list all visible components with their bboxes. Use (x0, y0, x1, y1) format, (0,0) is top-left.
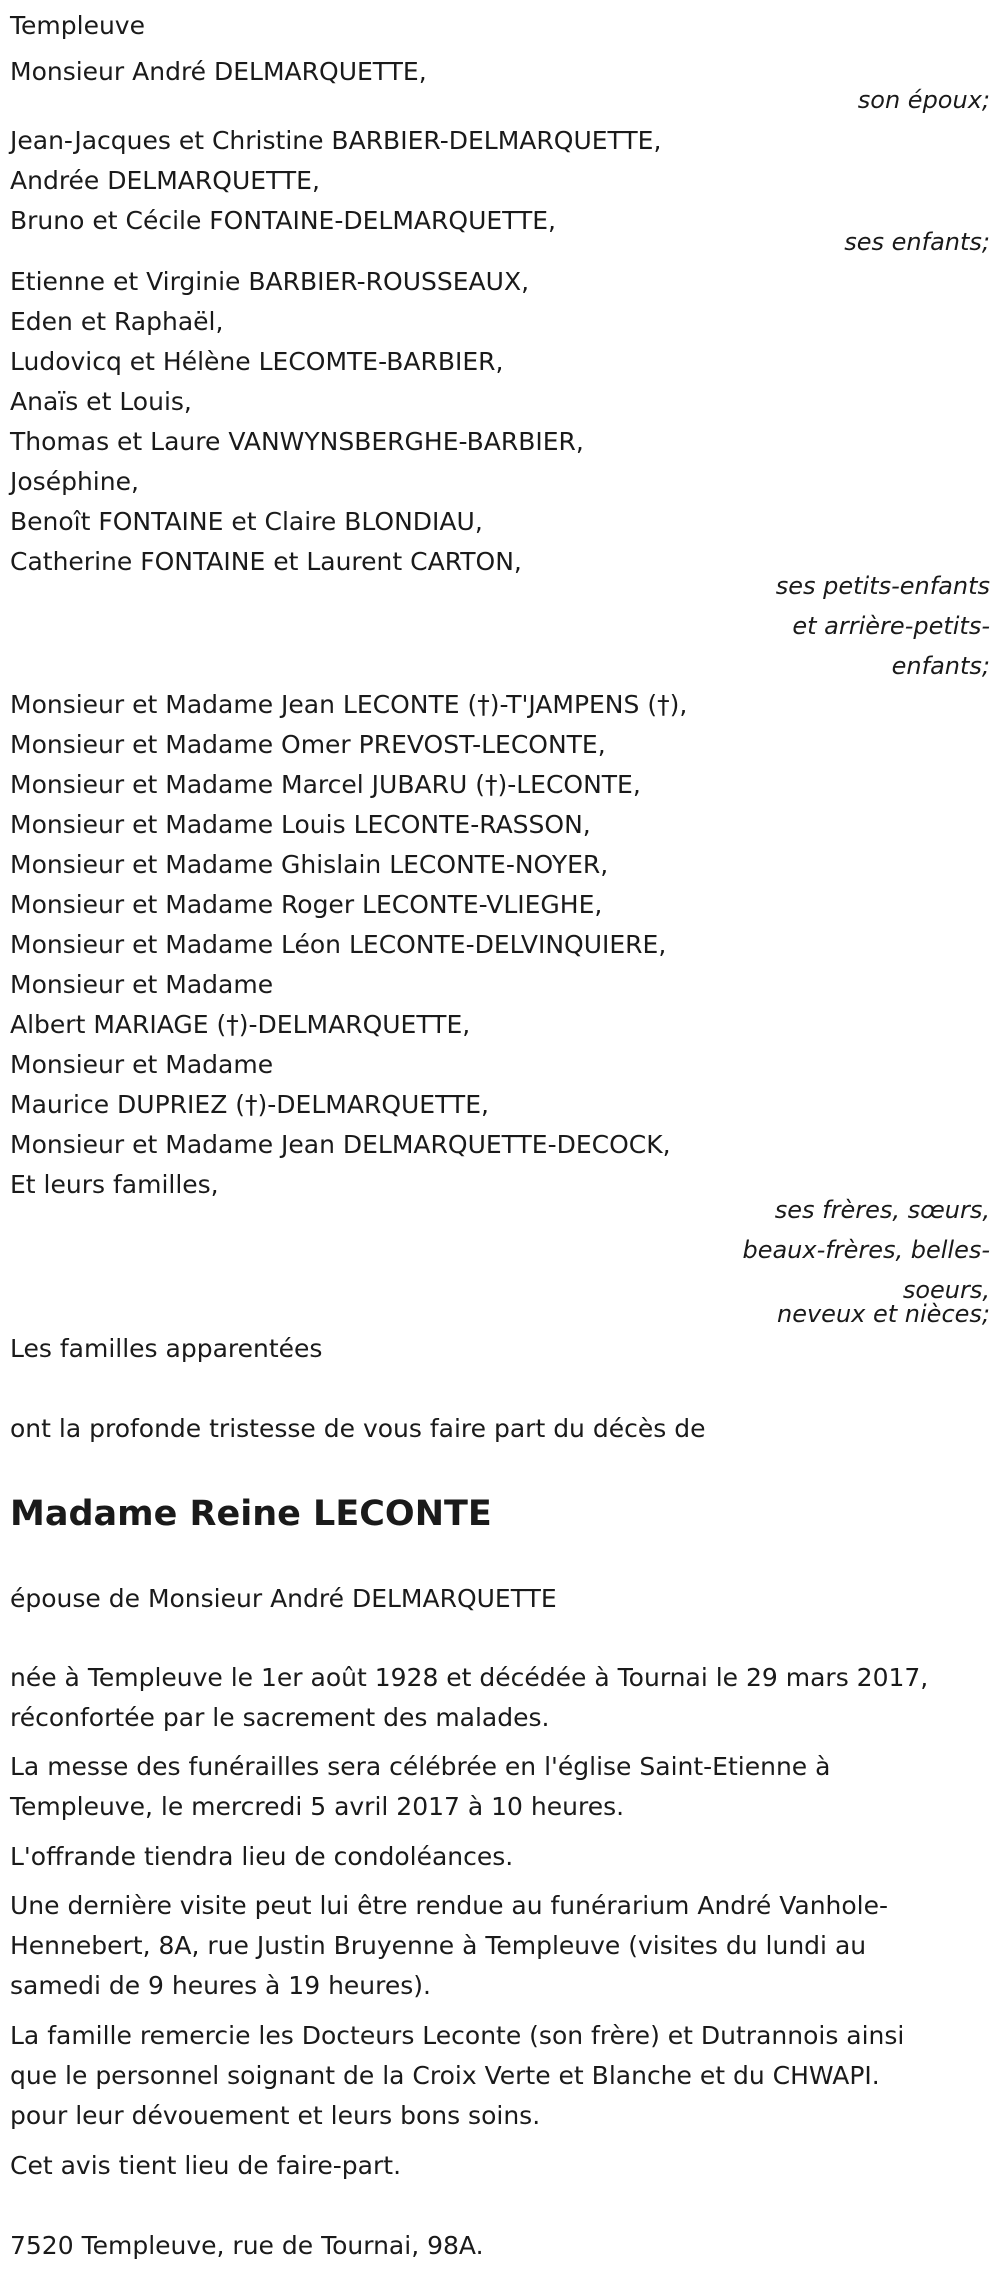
place-line: Templeuve (10, 11, 145, 40)
siblings-line: Monsieur et Madame Jean DELMARQUETTE-DECOCK, (10, 1130, 671, 1159)
siblings-line: Monsieur et Madame Omer PREVOST-LECONTE, (10, 730, 606, 759)
thanks-line: que le personnel soignant de la Croix Verte et Blanche et du CHWAPI. (10, 2061, 880, 2090)
announcement: ont la profonde tristesse de vous faire part du décès de (10, 1414, 706, 1443)
grandchildren-line: Anaïs et Louis, (10, 387, 192, 416)
grandchildren-line: Etienne et Virginie BARBIER-ROUSSEAUX, (10, 267, 530, 296)
siblings-line: Monsieur et Madame Jean LECONTE (†)-T'JAMPENS (†), (10, 690, 688, 719)
grandchildren-line: Benoît FONTAINE et Claire BLONDIAU, (10, 507, 483, 536)
notice-line: Cet avis tient lieu de faire-part. (10, 2151, 402, 2180)
siblings-line: Et leurs familles, (10, 1170, 219, 1199)
children-line: Bruno et Cécile FONTAINE-DELMARQUETTE, (10, 206, 557, 235)
siblings-role: ses frères, sœurs, (774, 1196, 990, 1224)
siblings-line: Monsieur et Madame Marcel JUBARU (†)-LECONTE, (10, 770, 641, 799)
siblings-role: beaux-frères, belles- (742, 1236, 990, 1264)
spouse-role: son époux; (857, 86, 990, 114)
mass-line: Templeuve, le mercredi 5 avril 2017 à 10 heures. (10, 1792, 625, 1821)
offering-line: L'offrande tiendra lieu de condoléances. (10, 1842, 514, 1871)
children-line: Jean-Jacques et Christine BARBIER-DELMARQUETTE, (10, 126, 662, 155)
siblings-line: Monsieur et Madame Louis LECONTE-RASSON, (10, 810, 591, 839)
grandchildren-role: ses petits-enfants (775, 572, 990, 600)
siblings-line: Monsieur et Madame Roger LECONTE-VLIEGHE, (10, 890, 603, 919)
children-role: ses enfants; (844, 228, 990, 256)
siblings-line: Maurice DUPRIEZ (†)-DELMARQUETTE, (10, 1090, 489, 1119)
siblings-line: Albert MARIAGE (†)-DELMARQUETTE, (10, 1010, 471, 1039)
mass-line: La messe des funérailles sera célébrée en l'église Saint-Etienne à (10, 1752, 831, 1781)
grandchildren-role: enfants; (891, 652, 990, 680)
grandchildren-role: et arrière-petits- (792, 612, 990, 640)
birth-death-line: réconfortée par le sacrement des malades. (10, 1703, 550, 1732)
address-line: 7520 Templeuve, rue de Tournai, 98A. (10, 2231, 484, 2260)
grandchildren-line: Ludovicq et Hélène LECOMTE-BARBIER, (10, 347, 504, 376)
grandchildren-line: Eden et Raphaël, (10, 307, 224, 336)
spouse-line: Monsieur André DELMARQUETTE, (10, 57, 427, 86)
related-families: Les familles apparentées (10, 1334, 323, 1363)
siblings-role: neveux et nièces; (777, 1300, 990, 1328)
thanks-line: pour leur dévouement et leurs bons soins. (10, 2101, 541, 2130)
grandchildren-line: Catherine FONTAINE et Laurent CARTON, (10, 547, 522, 576)
birth-death-line: née à Templeuve le 1er août 1928 et décédée à Tournai le 29 mars 2017, (10, 1663, 929, 1692)
siblings-line: Monsieur et Madame (10, 1050, 274, 1079)
deceased-name: Madame Reine LECONTE (10, 1494, 492, 1534)
siblings-line: Monsieur et Madame Léon LECONTE-DELVINQUIERE, (10, 930, 667, 959)
visit-line: Une dernière visite peut lui être rendue au funérarium André Vanhole- (10, 1891, 889, 1920)
siblings-line: Monsieur et Madame (10, 970, 274, 999)
deceased-spouse-line: épouse de Monsieur André DELMARQUETTE (10, 1584, 557, 1613)
visit-line: Hennebert, 8A, rue Justin Bruyenne à Templeuve (visites du lundi au (10, 1931, 867, 1960)
children-line: Andrée DELMARQUETTE, (10, 166, 320, 195)
grandchildren-line: Thomas et Laure VANWYNSBERGHE-BARBIER, (10, 427, 584, 456)
siblings-line: Monsieur et Madame Ghislain LECONTE-NOYER, (10, 850, 609, 879)
siblings-role: soeurs, (902, 1276, 990, 1304)
thanks-line: La famille remercie les Docteurs Leconte (son frère) et Dutrannois ainsi (10, 2021, 905, 2050)
grandchildren-line: Joséphine, (10, 467, 139, 496)
visit-line: samedi de 9 heures à 19 heures). (10, 1971, 431, 2000)
